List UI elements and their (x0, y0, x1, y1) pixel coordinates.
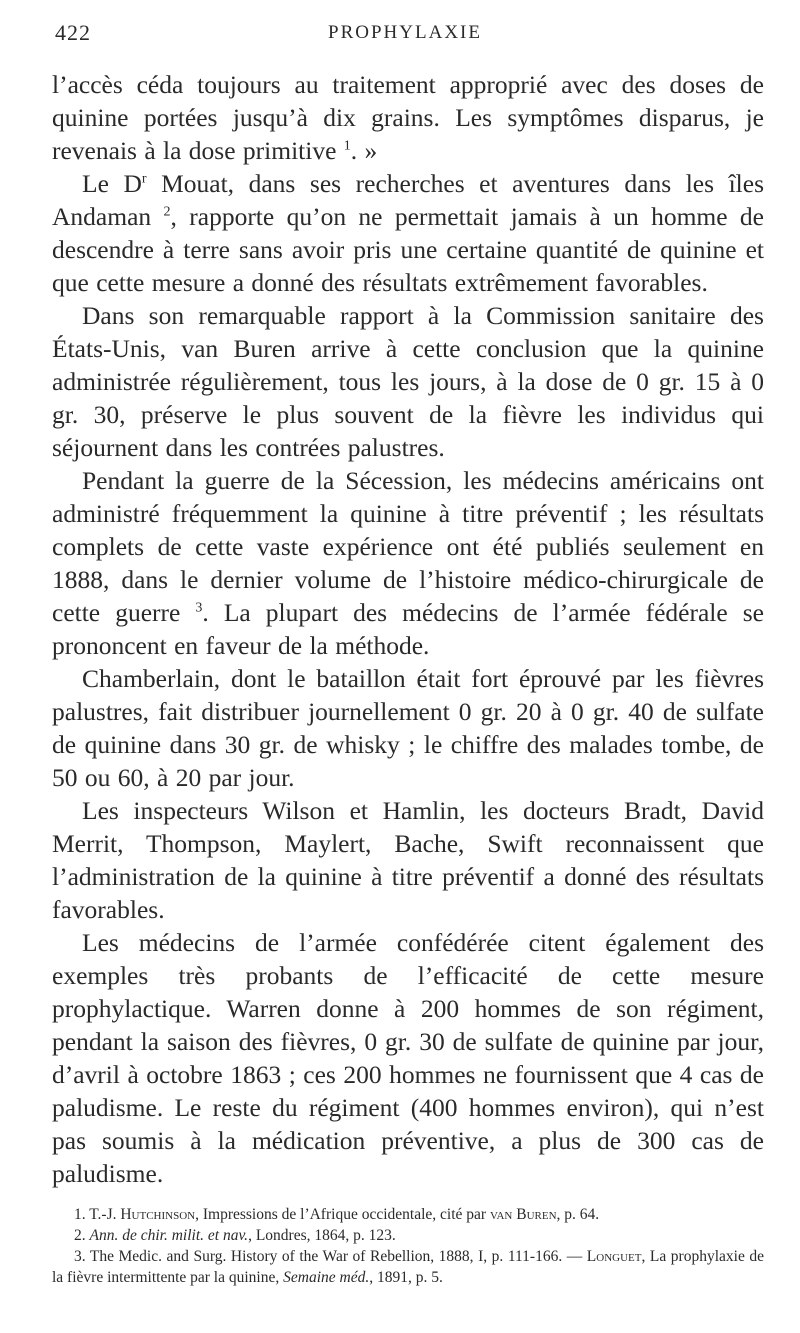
footnote (52, 1204, 764, 1225)
text-run: Le D (82, 169, 142, 198)
text-run: 2. (74, 1227, 90, 1244)
text-run: , La prophylaxie de la fièvre intermittente par la quinine, (52, 1248, 764, 1286)
footnote-marker: 1 (343, 138, 351, 154)
citation-title: Semaine méd. (283, 1269, 370, 1286)
footnote-marker: 3 (195, 600, 203, 616)
paragraph (52, 299, 764, 464)
running-head: PROPHYLAXIE (328, 22, 482, 43)
author-name: van Buren (489, 1206, 557, 1223)
footnotes (52, 1204, 764, 1288)
page-header (40, 20, 770, 60)
paragraph (52, 68, 764, 167)
footnote (52, 1246, 764, 1288)
text-run: Mouat, dans ses recherches et aventures dans les îles Andaman (52, 169, 764, 231)
text-run: Les inspecteurs Wilson et Hamlin, les docteurs Bradt, David Merrit, Thompson, Maylert, Bache, Swift reconnaissent que l’administration de la quinine à titre préventif a donné des résultats favorables. (52, 796, 764, 924)
paragraph (52, 662, 764, 794)
text-run: Pendant la guerre de la Sécession, les médecins américains ont administré fréquemment la quinine à titre préventif ; les résultats complets de cette vaste expérience ont été publiés seulement en 1888, dans le dernier volume de l’histoire médico-chirurgicale de cette guerre (52, 466, 764, 627)
text-run: Chamberlain, dont le bataillon était fort éprouvé par les fièvres palustres, fait distribuer journellement 0 gr. 20 à 0 gr. 40 de sulfate de quinine dans 30 gr. de whisky ; le chiffre des malades tombe, de 50 ou 60, à 20 par jour. (52, 664, 764, 792)
paragraph (52, 926, 764, 1190)
text-run: . » (350, 136, 378, 165)
citation-title: Ann. de chir. milit. et nav. (89, 1227, 249, 1244)
author-name: Longuet (586, 1248, 642, 1265)
footnote-marker: r (141, 171, 147, 187)
text-run: Dans son remarquable rapport à la Commission sanitaire des États-Unis, van Buren arrive à cette conclusion que la quinine administrée régulièrement, tous les jours, à la dose de 0 gr. 15 à 0 gr. 30, préserve le plus souvent de la fièvre les individus qui séjournent dans les contrées palustres. (52, 301, 764, 462)
text-run: , p. 64. (556, 1206, 600, 1223)
book-page (40, 20, 770, 1288)
paragraph (52, 167, 764, 299)
footnote (52, 1225, 764, 1246)
text-run: , 1891, p. 5. (369, 1269, 443, 1286)
text-run: Les médecins de l’armée confédérée citent également des exemples très probants de l’efficacité de cette mesure prophylactique. Warren donne à 200 hommes de son régiment, pendant la saison des fièvres, 0 gr. 30 de sulfate de quinine par jour, d’avril à octobre 1863 ; ces 200 hommes ne fournissent que 4 cas de paludisme. Le reste du régiment (400 hommes environ), qui n’est pas soumis à la médication préventive, a plus de 300 cas de paludisme. (52, 928, 764, 1188)
text-run: , rapporte qu’on ne permettait jamais à un homme de descendre à terre sans avoir pris une certaine quantité de quinine et que cette mesure a donné des résultats extrêmement favorables. (52, 202, 765, 297)
paragraph (52, 464, 764, 662)
author-name: Hutchinson (120, 1206, 196, 1223)
text-run: . La plupart des médecins de l’armée fédérale se prononcent en faveur de la méthode. (52, 598, 764, 660)
text-run: , Londres, 1864, p. 123. (248, 1227, 396, 1244)
page-number: 422 (55, 20, 91, 45)
footnote-marker: 2 (163, 204, 171, 220)
text-run: 3. The Medic. and Surg. History of the War of Rebellion, 1888, I, p. 111-166. — (74, 1248, 587, 1265)
text-run: 1. T.-J. (74, 1206, 121, 1223)
text-run: l’accès céda toujours au traitement approprié avec des doses de quinine portées jusqu’à dix grains. Les symptômes disparus, je revenais à la dose primitive (52, 70, 764, 165)
text-run: , Impressions de l’Afrique occidentale, cité par (195, 1206, 490, 1223)
paragraph (52, 794, 764, 926)
body-text (52, 68, 764, 1190)
